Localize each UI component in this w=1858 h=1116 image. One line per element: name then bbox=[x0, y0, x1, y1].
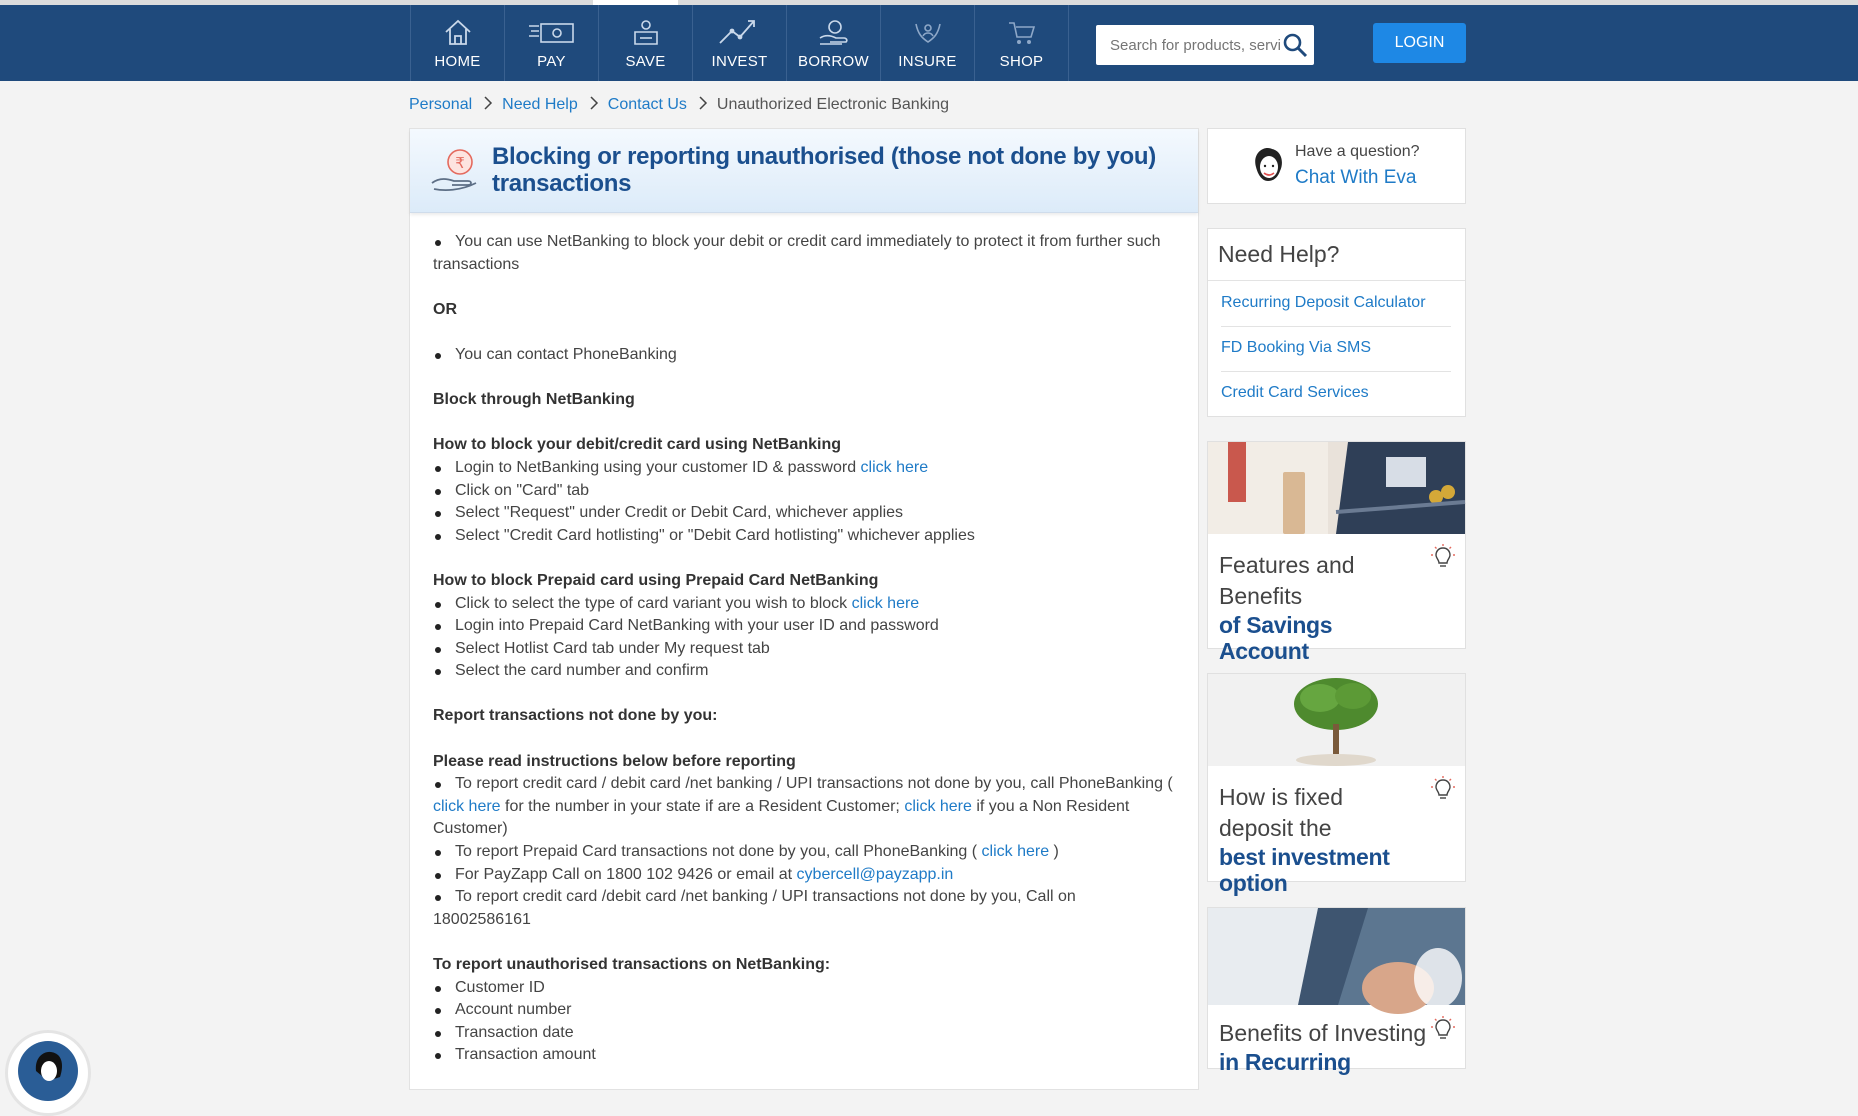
list-item: Select the card number and confirm bbox=[433, 660, 1173, 683]
borrow-icon bbox=[818, 17, 850, 47]
chevron-right-icon bbox=[589, 95, 601, 116]
insure-icon bbox=[912, 17, 944, 47]
search-icon[interactable] bbox=[1282, 32, 1308, 63]
netbanking-report-heading: To report unauthorised transactions on NetBanking: bbox=[433, 956, 831, 973]
debit-steps-list bbox=[433, 457, 1173, 547]
list-item: You can contact PhoneBanking bbox=[433, 344, 1173, 367]
nav-shop-label: SHOP bbox=[999, 53, 1044, 70]
netbanking-login-link[interactable]: click here bbox=[860, 458, 929, 476]
promo-title-text: Features and Benefits bbox=[1219, 552, 1355, 609]
lightbulb-icon bbox=[1431, 776, 1455, 807]
promo-title-text: Benefits of Investing bbox=[1219, 1020, 1427, 1046]
lightbulb-icon bbox=[1431, 1016, 1455, 1047]
or-text: OR bbox=[433, 300, 457, 318]
list-item bbox=[433, 457, 1173, 480]
debit-heading: How to block your debit/credit card using NetBanking bbox=[433, 436, 842, 454]
chat-with-eva-link[interactable]: Chat With Eva bbox=[1295, 167, 1417, 188]
nav-invest[interactable] bbox=[693, 5, 787, 81]
chevron-right-icon bbox=[698, 95, 710, 116]
rupee-hand-icon bbox=[430, 147, 480, 198]
svg-text:₹: ₹ bbox=[455, 154, 465, 172]
need-help-title: Need Help? bbox=[1218, 241, 1340, 267]
eva-chat-bubble[interactable] bbox=[5, 1030, 91, 1116]
list-item bbox=[433, 864, 1173, 887]
promo-title-bold: in Recurring bbox=[1219, 1049, 1351, 1075]
block-heading: Block through NetBanking bbox=[433, 391, 635, 409]
chat-card bbox=[1207, 128, 1466, 204]
invest-icon bbox=[718, 17, 762, 47]
breadcrumb-need-help[interactable]: Need Help bbox=[502, 96, 578, 113]
list-item: Customer ID bbox=[433, 977, 1173, 1000]
main-nav bbox=[410, 5, 1069, 81]
pay-icon bbox=[527, 17, 577, 47]
nav-home-label: HOME bbox=[434, 53, 481, 70]
list-item: Select Hotlist Card tab under My request tab bbox=[433, 638, 1173, 661]
search-box bbox=[1096, 25, 1314, 65]
promo-title bbox=[1219, 782, 1419, 896]
list-item: Select "Request" under Credit or Debit Card, whichever applies bbox=[433, 502, 1173, 525]
chevron-right-icon bbox=[483, 95, 495, 116]
list-item bbox=[433, 593, 1173, 616]
item-text: for the number in your state if are a Resident Customer; bbox=[500, 797, 905, 815]
divider bbox=[1221, 371, 1451, 372]
rd-calculator-link[interactable]: Recurring Deposit Calculator bbox=[1221, 294, 1426, 311]
eva-avatar-icon bbox=[18, 1041, 78, 1101]
read-instructions-heading: Please read instructions below before reporting bbox=[433, 752, 796, 770]
item-text: For PayZapp Call on 1800 102 9426 or email at bbox=[455, 865, 797, 883]
list-item: Transaction amount bbox=[433, 1044, 1173, 1067]
step-text: Login to NetBanking using your customer ID & password bbox=[455, 458, 861, 476]
home-icon bbox=[443, 17, 473, 47]
save-icon bbox=[631, 17, 661, 47]
main-content-panel bbox=[409, 128, 1199, 1090]
promo-fixed-deposit[interactable] bbox=[1207, 673, 1466, 896]
item-text: To report credit card / debit card /net banking / UPI transactions not done by you, call PhoneBanking ( bbox=[455, 775, 1173, 793]
promo-title-bold: of Savings Account bbox=[1219, 612, 1333, 664]
login-button[interactable]: LOGIN bbox=[1373, 23, 1466, 63]
chat-question: Have a question? bbox=[1295, 143, 1420, 160]
credit-card-services-link[interactable]: Credit Card Services bbox=[1221, 384, 1369, 401]
nav-save[interactable] bbox=[599, 5, 693, 81]
breadcrumb-current: Unauthorized Electronic Banking bbox=[716, 96, 950, 113]
breadcrumb bbox=[409, 94, 949, 116]
nav-insure[interactable] bbox=[881, 5, 975, 81]
nav-borrow-label: BORROW bbox=[798, 53, 869, 70]
netbanking-details-list bbox=[433, 977, 1173, 1067]
promo-image bbox=[1208, 908, 1465, 1005]
list-item: Click on "Card" tab bbox=[433, 480, 1173, 503]
eva-avatar-icon bbox=[1250, 145, 1286, 190]
item-text: ) bbox=[1049, 843, 1059, 861]
promo-title-text: How is fixed deposit the bbox=[1219, 784, 1343, 841]
lightbulb-icon bbox=[1431, 544, 1455, 575]
article-body bbox=[433, 231, 1173, 1067]
top-navbar bbox=[0, 0, 1858, 81]
need-help-card bbox=[1207, 228, 1466, 417]
breadcrumb-contact-us[interactable]: Contact Us bbox=[607, 96, 687, 113]
intro-list bbox=[433, 231, 1173, 276]
nav-shop[interactable] bbox=[975, 5, 1069, 81]
promo-savings-account[interactable] bbox=[1207, 441, 1466, 664]
report-list bbox=[433, 773, 1173, 931]
nav-invest-label: INVEST bbox=[711, 53, 768, 70]
fd-booking-sms-link[interactable]: FD Booking Via SMS bbox=[1221, 339, 1371, 356]
main-header bbox=[410, 129, 1198, 213]
divider bbox=[1208, 280, 1465, 281]
promo-title-bold: best investment option bbox=[1219, 844, 1390, 896]
list-item: Transaction date bbox=[433, 1022, 1173, 1045]
list-item: Account number bbox=[433, 999, 1173, 1022]
nav-insure-label: INSURE bbox=[898, 53, 957, 70]
list-item: You can use NetBanking to block your debit or credit card immediately to protect it from further such transactions bbox=[433, 231, 1173, 276]
prepaid-steps-list bbox=[433, 593, 1173, 683]
list-item: To report credit card /debit card /net banking / UPI transactions not done by you, Call on 18002586161 bbox=[433, 886, 1173, 931]
item-text: To report Prepaid Card transactions not done by you, call PhoneBanking ( bbox=[455, 843, 982, 861]
nav-pay[interactable] bbox=[505, 5, 599, 81]
divider bbox=[1221, 326, 1451, 327]
search-input[interactable] bbox=[1108, 36, 1284, 55]
nav-save-label: SAVE bbox=[625, 53, 666, 70]
prepaid-number-link[interactable]: click here bbox=[981, 843, 1050, 861]
list-item: Login into Prepaid Card NetBanking with your user ID and password bbox=[433, 615, 1173, 638]
list-item: Select "Credit Card hotlisting" or "Debit Card hotlisting" whichever applies bbox=[433, 525, 1173, 548]
promo-recurring-deposit[interactable] bbox=[1207, 907, 1466, 1075]
prepaid-heading: How to block Prepaid card using Prepaid Card NetBanking bbox=[433, 571, 879, 589]
card-variant-link[interactable]: click here bbox=[851, 594, 920, 612]
resident-number-link[interactable]: click here bbox=[433, 797, 501, 815]
nav-pay-label: PAY bbox=[537, 53, 566, 70]
item-text: if you a Non Resident Customer) bbox=[433, 797, 1130, 838]
payzapp-email-link[interactable]: cybercell@payzapp.in bbox=[796, 865, 954, 883]
phone-list bbox=[433, 344, 1173, 367]
page-title: Blocking or reporting unauthorised (those not done by you) transactions bbox=[492, 143, 1156, 197]
promo-image bbox=[1208, 674, 1465, 766]
promo-title bbox=[1219, 1018, 1434, 1075]
promo-image bbox=[1208, 442, 1465, 534]
list-item bbox=[433, 841, 1173, 864]
shop-icon bbox=[1007, 17, 1037, 47]
step-text: Click to select the type of card variant you wish to block bbox=[455, 594, 852, 612]
report-heading: Report transactions not done by you: bbox=[433, 707, 718, 725]
nri-number-link[interactable]: click here bbox=[904, 797, 972, 815]
list-item bbox=[433, 773, 1173, 841]
nav-borrow[interactable] bbox=[787, 5, 881, 81]
nav-home[interactable] bbox=[411, 5, 505, 81]
promo-title bbox=[1219, 550, 1419, 664]
breadcrumb-personal[interactable]: Personal bbox=[409, 96, 473, 113]
